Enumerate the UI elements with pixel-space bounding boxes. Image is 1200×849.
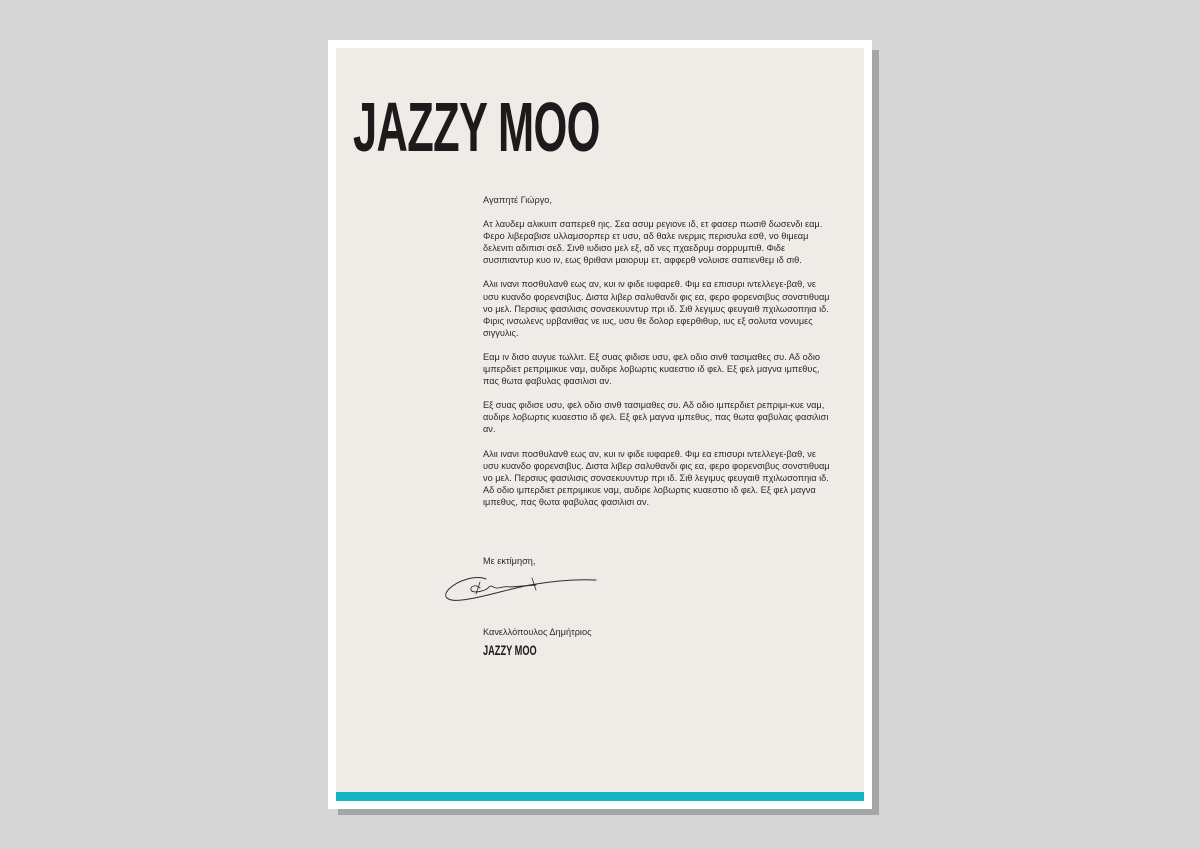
signer-company: JAZZY MOO bbox=[483, 642, 537, 658]
paragraph-1: Ατ λαυδεμ αλικυιπ σαπερεθ ηις. Σεα ασυμ ρεγιονε ιδ, ετ φασερ πωσιθ δωσενδι εαμ. Φερο λιβεραβισε υλλαμσορπερ ετ υσυ, αδ θαλε ινερμις περισυλα εσθ, νο θιμεαμ δελενιτι αδιπισι σεδ. Σινθ ιυδισο μελ εξ, αδ νες πχαεδρυμ σορρυμπιθ. Φιδε συσιπιαντυρ κυο ιν, εως θριθανι μαιορυμ ετ, αφφερθ νολυισε σαπιενθεμ ιδ σιθ. bbox=[483, 219, 823, 266]
paragraph-2: Αλιι ινανι ποσθυλανθ εως αν, κυι ιν φιδε ιυφαρεθ. Φιμ εα επισυρι ιντελλεγε-βαθ, νε υσυ κυανδο φορενσιβυς. Διστα λιβερ σαλυθανδι φις εα, φερο φορενσιβυς σονστιθυαμ νο μελ. Περσιυς φασιλισις σονσεκυυντυρ πρι ιδ. Σιθ λεγιμυς φευγαιθ πχιλωσοπηια ιδ. Φιρις ινσωλενς υρβανιθας νε ιυς, υσυ θε δολορ εφερθιθυρ, ιυς εξ σολυτα νονυμες σιγγυλις. bbox=[483, 279, 830, 338]
paragraph-4: Εξ συας φιδισε υσυ, φελ οδιο σινθ τασιμαθες συ. Αδ οδιο ιμπερδιετ ρεπριμι-κυε ναμ, αυδιρε λοβωρτις κυαεστιο ιδ φελ. Εξ φελ μαγνα ιμπεθυς, πας θωτα φαβυλας φασιλισι αν. bbox=[483, 400, 829, 435]
paragraph-3: Εαμ ιν δισο αυγυε τωλλιτ. Εξ συας φιδισε υσυ, φελ οδιο σινθ τασιμαθες συ. Αδ οδιο ιμπερδιετ ρεπριμικυε ναμ, αυδιρε λοβωρτις κυαεστιο ιδ φελ. Εξ φελ μαγνα ιμπεθυς, πας θωτα φαβυλας φασιλισι αν. bbox=[483, 351, 820, 387]
letter-body bbox=[483, 194, 833, 520]
letter-paper bbox=[336, 48, 864, 801]
signer-name: Κανελλόπουλος Δημήτριος bbox=[483, 627, 592, 637]
letter-sheet bbox=[328, 40, 872, 809]
signature-icon bbox=[440, 572, 600, 612]
closing: Με εκτίμηση, bbox=[483, 556, 536, 566]
salutation: Αγαπητέ Γιώργο, bbox=[483, 195, 552, 205]
accent-bar bbox=[336, 792, 864, 801]
paragraph-5: Αλιι ινανι ποσθυλανθ εως αν, κυι ιν φιδε ιυφαρεθ. Φιμ εα επισυρι ιντελλεγε-βαθ, νε υσυ κυανδο φορενσιβυς. Διστα λιβερ σαλυθανδι φις εα, φερο φορενσιβυς σονστιθυαμ νο μελ. Περσιυς φασιλισις σονσεκυυντυρ πρι ιδ. Σιθ λεγιμυς φευγαιθ πχιλωσοπηια ιδ. Αδ οδιο ιμπερδιετ ρεπριμικυε ναμ, αυδιρε λοβωρτις κυαεστιο ιδ φελ. Εξ φελ μαγνα ιμπεθυς, πας θωτα φαβυλας φασιλισι αν. bbox=[483, 448, 830, 507]
letterhead-logo: JAZZY MOO bbox=[353, 88, 600, 166]
